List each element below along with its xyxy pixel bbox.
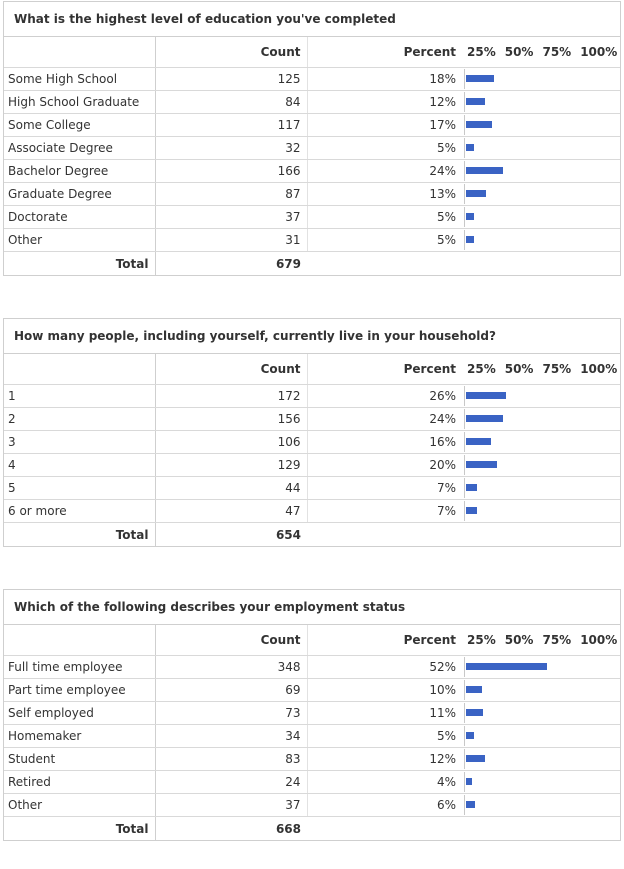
bar-axis [464,726,465,746]
bar-axis [464,69,465,89]
bar-cell [462,454,620,477]
scale-label: 75% [542,633,572,647]
scale-label: 75% [542,362,572,376]
bar-cell [462,91,620,114]
bar-cell [462,656,620,679]
count-column-header: Count [155,37,307,68]
bar-cell [462,183,620,206]
percent-bar [466,732,474,739]
label-column-header [4,625,155,656]
answer-label: Bachelor Degree [4,160,155,183]
table-row [4,725,620,748]
answer-percent: 5% [307,229,462,252]
scale-label: 100% [580,45,618,59]
bar-axis [464,138,465,158]
answer-percent: 5% [307,137,462,160]
answer-percent: 5% [307,206,462,229]
answer-label: Some High School [4,68,155,91]
total-bar-empty [462,252,620,276]
bar-cell [462,385,620,408]
table-row [4,702,620,725]
percent-column-header: Percent [307,625,462,656]
table-row [4,91,620,114]
table-row [4,748,620,771]
answer-count: 44 [155,477,307,500]
answer-count: 31 [155,229,307,252]
answer-percent: 52% [307,656,462,679]
percent-bar [466,236,474,243]
bar-cell [462,137,620,160]
answer-count: 172 [155,385,307,408]
total-row [4,252,620,276]
percent-bar [466,121,492,128]
bar-axis [464,795,465,815]
total-label: Total [4,252,155,276]
total-row [4,817,620,841]
question-title: How many people, including yourself, currently live in your household? [4,319,620,354]
bar-cell [462,408,620,431]
survey-question-block [3,589,621,841]
answer-label: 3 [4,431,155,454]
answer-percent: 11% [307,702,462,725]
scale-label: 25% [467,45,496,59]
results-table [4,354,620,546]
survey-question-block [3,318,621,547]
answer-label: Associate Degree [4,137,155,160]
table-row [4,477,620,500]
answer-percent: 20% [307,454,462,477]
answer-count: 32 [155,137,307,160]
table-row [4,431,620,454]
bar-scale-header [462,37,620,68]
total-percent-empty [307,817,462,841]
answer-count: 117 [155,114,307,137]
bar-axis [464,386,465,406]
scale-label: 25% [467,633,496,647]
table-row [4,229,620,252]
results-table [4,625,620,840]
percent-bar [466,98,485,105]
percent-bar [466,686,482,693]
count-column-header: Count [155,625,307,656]
bar-axis [464,772,465,792]
answer-label: 1 [4,385,155,408]
answer-label: High School Graduate [4,91,155,114]
answer-count: 156 [155,408,307,431]
scale-label: 50% [504,633,534,647]
answer-percent: 6% [307,794,462,817]
bar-cell [462,771,620,794]
answer-count: 87 [155,183,307,206]
bar-axis [464,478,465,498]
scale-label: 75% [542,45,572,59]
bar-axis [464,184,465,204]
answer-label: Some College [4,114,155,137]
answer-percent: 7% [307,477,462,500]
table-row [4,183,620,206]
answer-count: 129 [155,454,307,477]
label-column-header [4,354,155,385]
percent-bar [466,167,503,174]
percent-bar [466,75,494,82]
percent-bar [466,755,485,762]
percent-bar [466,144,474,151]
scale-label: 50% [504,45,534,59]
bar-cell [462,431,620,454]
results-table [4,37,620,275]
total-row [4,523,620,547]
survey-question-block [3,1,621,276]
total-count: 654 [275,527,301,542]
percent-bar [466,778,472,785]
bar-cell [462,477,620,500]
answer-count: 166 [155,160,307,183]
question-title: Which of the following describes your employment status [4,590,620,625]
answer-count: 24 [155,771,307,794]
total-bar-empty [462,523,620,547]
percent-bar [466,213,474,220]
bar-cell [462,68,620,91]
answer-percent: 16% [307,431,462,454]
table-row [4,137,620,160]
bar-axis [464,92,465,112]
answer-percent: 17% [307,114,462,137]
answer-percent: 13% [307,183,462,206]
percent-bar [466,438,491,445]
bar-cell [462,500,620,523]
answer-percent: 26% [307,385,462,408]
bar-cell [462,160,620,183]
answer-label: 6 or more [4,500,155,523]
answer-count: 37 [155,794,307,817]
total-label: Total [4,817,155,841]
percent-bar [466,484,477,491]
count-column-header: Count [155,354,307,385]
answer-label: 4 [4,454,155,477]
table-row [4,679,620,702]
question-title: What is the highest level of education you've completed [4,2,620,37]
answer-count: 47 [155,500,307,523]
scale-label: 25% [467,362,496,376]
answer-percent: 12% [307,748,462,771]
bar-cell [462,748,620,771]
answer-percent: 18% [307,68,462,91]
table-row [4,114,620,137]
bar-cell [462,794,620,817]
bar-cell [462,114,620,137]
answer-count: 34 [155,725,307,748]
bar-axis [464,230,465,250]
answer-count: 84 [155,91,307,114]
bar-cell [462,702,620,725]
bar-axis [464,657,465,677]
answer-percent: 12% [307,91,462,114]
bar-scale-header [462,354,620,385]
answer-count: 73 [155,702,307,725]
table-row [4,206,620,229]
total-bar-empty [462,817,620,841]
bar-axis [464,680,465,700]
answer-percent: 24% [307,408,462,431]
answer-percent: 7% [307,500,462,523]
label-column-header [4,37,155,68]
percent-bar [466,709,483,716]
table-row [4,794,620,817]
answer-count: 125 [155,68,307,91]
answer-label: 2 [4,408,155,431]
bar-cell [462,206,620,229]
percent-bar [466,190,486,197]
header-row [4,625,620,656]
bar-axis [464,749,465,769]
answer-count: 106 [155,431,307,454]
answer-count: 83 [155,748,307,771]
bar-cell [462,229,620,252]
answer-label: Graduate Degree [4,183,155,206]
answer-count: 37 [155,206,307,229]
bar-axis [464,703,465,723]
answer-label: Part time employee [4,679,155,702]
table-row [4,385,620,408]
answer-label: Other [4,229,155,252]
header-row [4,37,620,68]
percent-bar [466,801,475,808]
bar-axis [464,409,465,429]
bar-axis [464,455,465,475]
total-count: 668 [275,821,301,836]
table-row [4,500,620,523]
table-row [4,408,620,431]
answer-count: 69 [155,679,307,702]
answer-percent: 5% [307,725,462,748]
bar-cell [462,725,620,748]
header-row [4,354,620,385]
answer-percent: 24% [307,160,462,183]
total-count: 679 [275,256,301,271]
percent-bar [466,507,477,514]
answer-label: Retired [4,771,155,794]
answer-label: 5 [4,477,155,500]
answer-percent: 10% [307,679,462,702]
percent-bar [466,415,503,422]
total-label: Total [4,523,155,547]
percent-bar [466,392,506,399]
answer-percent: 4% [307,771,462,794]
table-row [4,454,620,477]
bar-axis [464,115,465,135]
percent-column-header: Percent [307,37,462,68]
bar-axis [464,161,465,181]
percent-bar [466,663,547,670]
table-row [4,771,620,794]
table-row [4,656,620,679]
total-percent-empty [307,252,462,276]
answer-label: Doctorate [4,206,155,229]
answer-label: Self employed [4,702,155,725]
scale-label: 50% [504,362,534,376]
bar-axis [464,207,465,227]
percent-bar [466,461,497,468]
bar-axis [464,432,465,452]
total-percent-empty [307,523,462,547]
bar-scale-header [462,625,620,656]
scale-label: 100% [580,362,618,376]
table-row [4,160,620,183]
answer-label: Student [4,748,155,771]
bar-axis [464,501,465,521]
answer-label: Homemaker [4,725,155,748]
answer-count: 348 [155,656,307,679]
scale-label: 100% [580,633,618,647]
answer-label: Other [4,794,155,817]
bar-cell [462,679,620,702]
answer-label: Full time employee [4,656,155,679]
percent-column-header: Percent [307,354,462,385]
table-row [4,68,620,91]
